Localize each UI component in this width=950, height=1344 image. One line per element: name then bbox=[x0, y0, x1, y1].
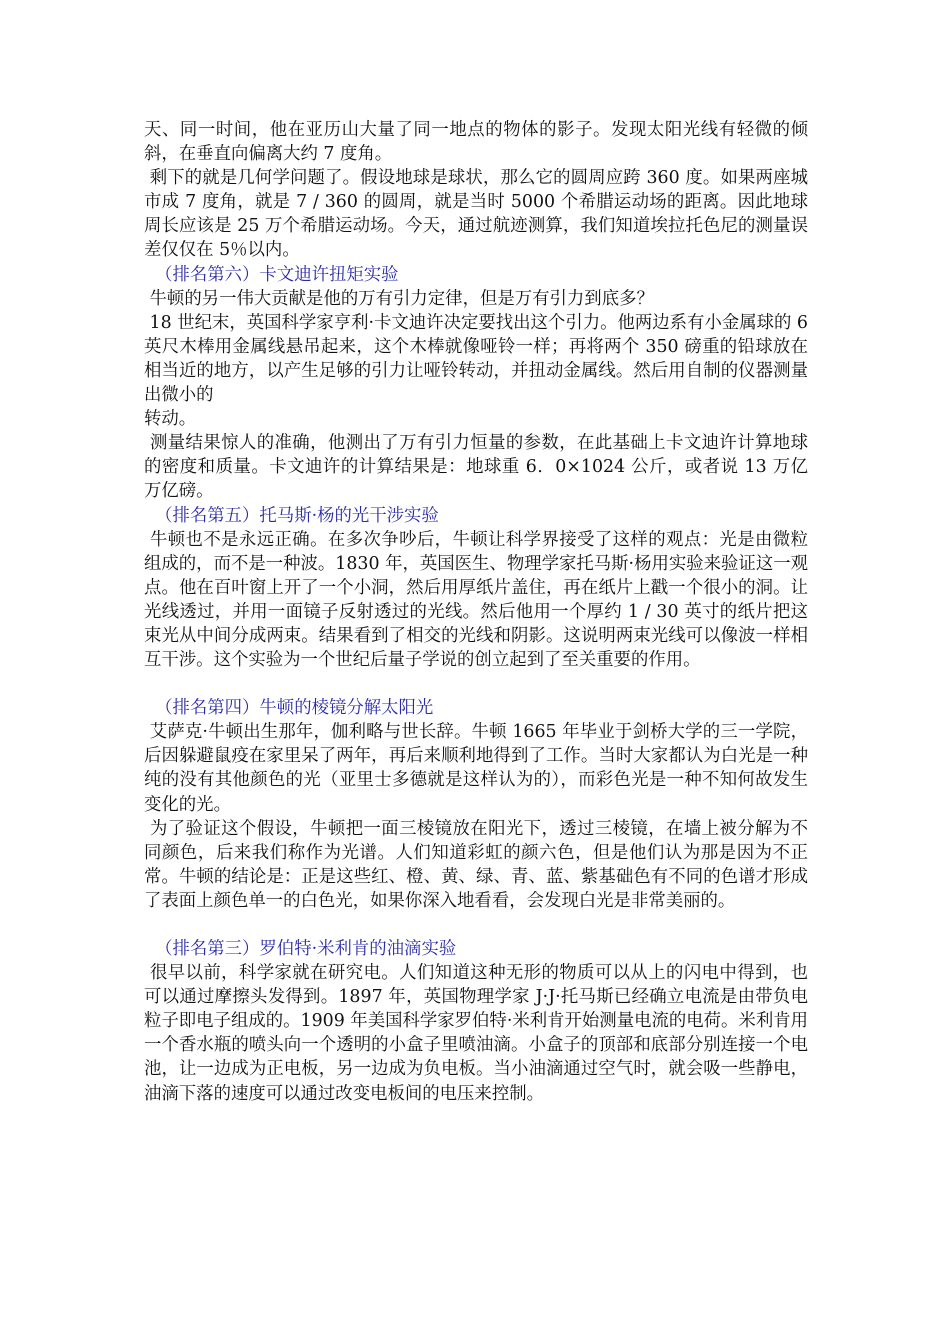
paragraph-earth-circumference: 剩下的就是几何学问题了。假设地球是球状，那么它的圆周应跨 360 度。如果两座城市成 7 度角，就是 7 / 360 的圆周，就是当时 5000 个希腊运动场的距离。因此地球周长应该是 25 万个希腊运动场。今天，通过航迹测算，我们知道埃拉托色尼的测量误差仅仅在 5％以内。 bbox=[144, 168, 808, 261]
paragraph-rotation: 转动。 bbox=[144, 409, 197, 430]
document-body bbox=[144, 118, 814, 1106]
paragraph-young-experiment: 牛顿也不是永远正确。在多次争吵后，牛顿让科学界接受了这样的观点：光是由微粒组成的，而不是一种波。1830 年，英国医生、物理学家托马斯·杨用实验来验证这一观点。他在百叶窗上开了一个小洞，然后用厚纸片盖住，再在纸片上戳一个很小的洞。让光线透过，并用一面镜子反射透过的光线。然后他用一个厚约 1 / 30 英寸的纸片把这束光从中间分成两束。结果看到了相交的光线和阴影。这说明两束光线可以像波一样相互干涉。这个实验为一个世纪后量子学说的创立起到了至关重要的作用。 bbox=[144, 529, 808, 671]
paragraph-newton-prism: 为了验证这个假设，牛顿把一面三棱镜放在阳光下，透过三棱镜，在墙上被分解为不同颜色，后来我们称作为光谱。人们知道彩虹的颜六色，但是他们认为那是因为不正常。牛顿的结论是：正是这些红、橙、黄、绿、青、蓝、紫基础色有不同的色谱才形成了表面上颜色单一的白色光，如果你深入地看看，会发现白光是非常美丽的。 bbox=[144, 818, 808, 911]
paragraph-newton-background: 艾萨克·牛顿出生那年，伽利略与世长辞。牛顿 1665 年毕业于剑桥大学的三一学院，后因躲避鼠疫在家里呆了两年，再后来顺利地得到了工作。当时大家都认为白光是一种纯的没有其他颜色的光（亚里士多德就是这样认为的），而彩色光是一种不知何故发生变化的光。 bbox=[144, 722, 808, 815]
blank-line bbox=[144, 913, 808, 937]
heading-rank-four-newton-prism: （排名第四）牛顿的棱镜分解太阳光 bbox=[144, 698, 434, 719]
heading-rank-five-young: （排名第五）托马斯·杨的光干涉实验 bbox=[144, 505, 439, 526]
paragraph-shadow-measurement: 天、同一时间，他在亚历山大量了同一地点的物体的影子。发现太阳光线有轻微的倾斜，在垂直向偏离大约 7 度角。 bbox=[144, 120, 808, 165]
heading-rank-six-cavendish: （排名第六）卡文迪许扭矩实验 bbox=[144, 264, 399, 285]
heading-rank-three-millikan: （排名第三）罗伯特·米利肯的油滴实验 bbox=[144, 939, 457, 959]
paragraph-millikan-experiment: 很早以前，科学家就在研究电。人们知道这种无形的物质可以从上的闪电中得到，也可以通过摩擦头发得到。1897 年，英国物理学家 J·J·托马斯已经确立电流是由带负电粒子即电子组成的。1909 年美国科学家罗伯特·米利肯开始测量电流的电荷。米利肯用一个香水瓶的喷头向一个透明的小盒子里喷油滴。小盒子的顶部和底部分别连接一个电池，让一边成为正电板，另一边成为负电板。当小油滴通过空气时，就会吸一些静电，油滴下落的速度可以通过改变电板间的电压来控制。 bbox=[144, 963, 808, 1104]
blank-line bbox=[144, 672, 808, 696]
paragraph-gravity-question: 牛顿的另一伟大贡献是他的万有引力定律，但是万有引力到底多？ bbox=[144, 288, 654, 309]
paragraph-cavendish-apparatus: 18 世纪末，英国科学家亨利·卡文迪许决定要找出这个引力。他两边系有小金属球的 6 英尺木棒用金属线悬吊起来，这个木棒就像哑铃一样；再将两个 350 磅重的铅球放在相当近的地方，以产生足够的引力让哑铃转动，并扭动金属线。然后用自制的仪器测量出微小的 bbox=[144, 312, 814, 406]
paragraph-cavendish-result: 测量结果惊人的准确，他测出了万有引力恒量的参数，在此基础上卡文迪许计算地球的密度和质量。卡文迪许的计算结果是：地球重 6．0×1024 公斤，或者说 13 万亿万亿磅。 bbox=[144, 433, 808, 502]
